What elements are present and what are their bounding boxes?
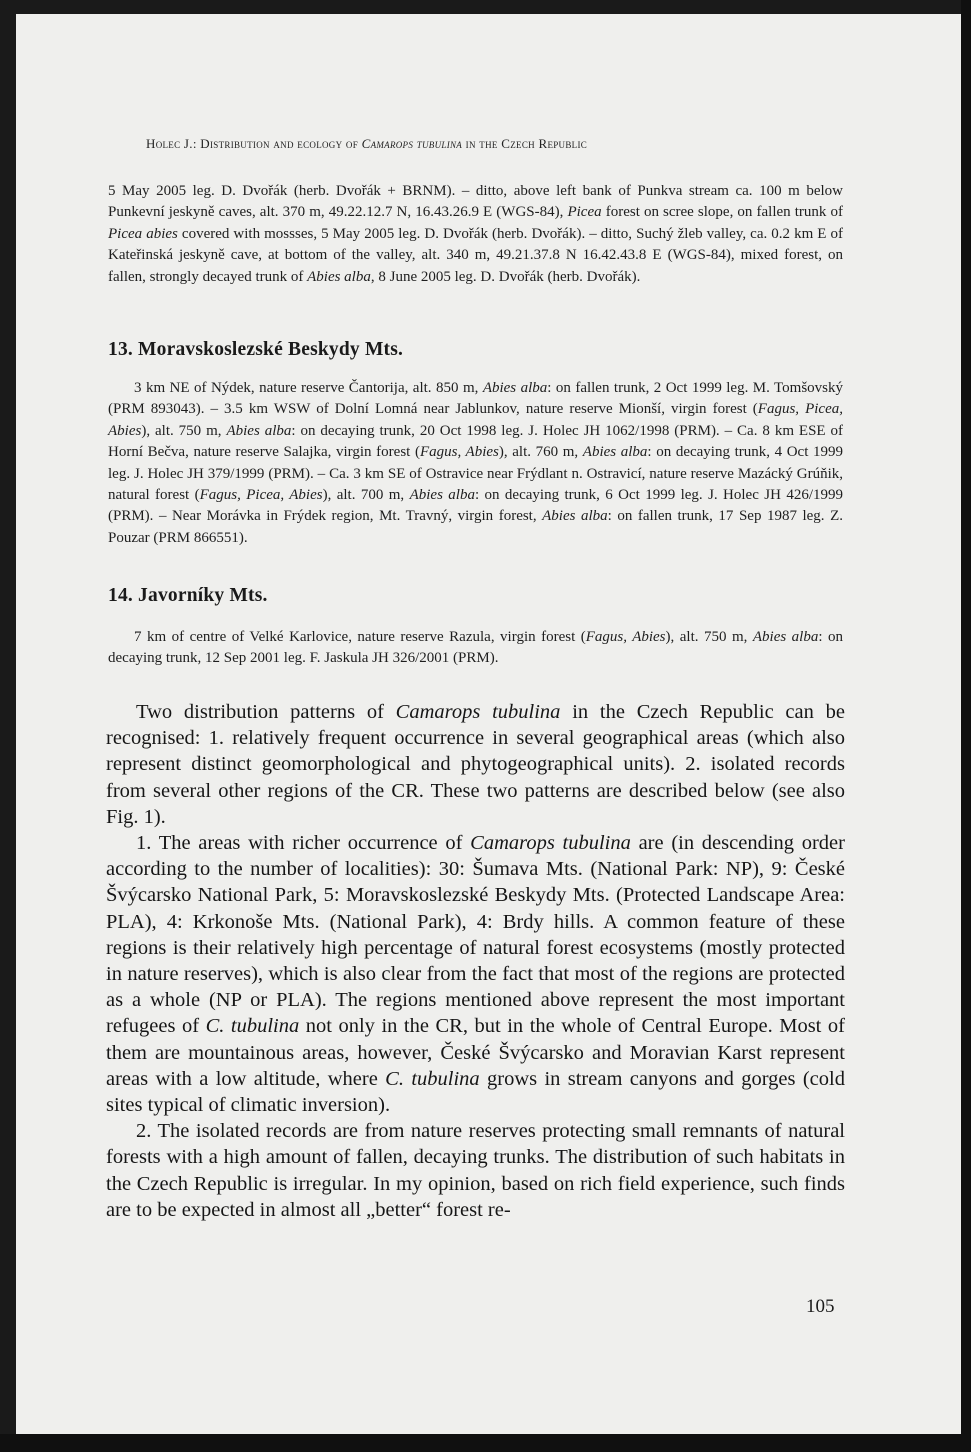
scan-edge-right [961,0,971,1452]
body-paragraph: Two distribution patterns of Camarops tubulina in the Czech Republic can be recognised: 1. relatively frequent occurrence in several geographical areas (which also represent distinct geomorphological and phytogeographical units). 2. isolated records from several other regions of the CR. These two patterns are described below (see also Fig. 1). [106,701,845,828]
section-title-14: 14. Javorníky Mts. [108,585,268,606]
records-continued [108,181,843,288]
record-paragraph: 7 km of centre of Velké Karlovice, nature reserve Razula, virgin forest (Fagus, Abies), alt. 750 m, Abies alba: on decaying trunk, 12 Sep 2001 leg. F. Jaskula JH 326/2001 (PRM). [108,629,844,667]
scan-edge-left [0,0,16,1452]
section-14-records [108,627,843,670]
scan-edge-top [0,0,971,14]
running-header: Holec J.: Distribution and ecology of Camarops tubulina in the Czech Republic [146,136,588,151]
main-text [106,699,845,1223]
scan-edge-bottom [0,1434,971,1452]
page-number: 105 [806,1296,835,1317]
record-paragraph: 5 May 2005 leg. D. Dvořák (herb. Dvořák + BRNM). – ditto, above left bank of Punkva stream ca. 100 m below Punkevní jeskyně caves, alt. 370 m, 49.22.12.7 N, 16.43.26.9 E (WGS-84), Picea forest on scree slope, on fallen trunk of Picea abies covered with mossses, 5 May 2005 leg. D. Dvořák (herb. Dvořák). – ditto, Suchý žleb valley, ca. 0.2 km E of Kateřinská jeskyně cave, at bottom of the valley, alt. 340 m, 49.21.37.8 N 16.42.43.8 E (WGS-84), mixed forest, on fallen, strongly decayed trunk of Abies alba, 8 June 2005 leg. D. Dvořák (herb. Dvořák). [108,183,843,285]
record-paragraph: 3 km NE of Nýdek, nature reserve Čantorija, alt. 850 m, Abies alba: on fallen trunk, 2 Oct 1999 leg. M. Tomšovský (PRM 893043). – 3.5 km WSW of Dolní Lomná near Jablunkov, nature reserve Mionší, virgin forest (Fagus, Picea, Abies), alt. 750 m, Abies alba: on decaying trunk, 20 Oct 1998 leg. J. Holec JH 1062/1998 (PRM). – Ca. 8 km ESE of Horní Bečva, nature reserve Salajka, virgin forest (Fagus, Abies), alt. 760 m, Abies alba: on decaying trunk, 4 Oct 1999 leg. J. Holec JH 379/1999 (PRM). – Ca. 3 km SE of Ostravice near Frýdlant n. Ostravicí, nature reserve Mazácký Grúňik, natural forest (Fagus, Picea, Abies), alt. 700 m, Abies alba: on decaying trunk, 6 Oct 1999 leg. J. Holec JH 426/1999 (PRM). – Near Morávka in Frýdek region, Mt. Travný, virgin forest, Abies alba: on fallen trunk, 17 Sep 1987 leg. Z. Pouzar (PRM 866551). [108,380,844,546]
section-13-records [108,378,843,549]
section-title-13: 13. Moravskoslezské Beskydy Mts. [108,339,404,360]
body-paragraph: 2. The isolated records are from nature reserves protecting small remnants of natural forests with a high amount of fallen, decaying trunks. The distribution of such habitats in the Czech Republic is irregular. In my opinion, based on rich field experience, such finds are to be expected in almost all „better“ forest re- [106,1120,845,1221]
body-paragraph: 1. The areas with richer occurrence of Camarops tubulina are (in descending order according to the number of localities): 30: Šumava Mts. (National Park: NP), 9: České Švýcarsko National Park, 5: Moravskoslezské Beskydy Mts. (Protected Landscape Area: PLA), 4: Krkonoše Mts. (National Park), 4: Brdy hills. A common feature of these regions is their relatively high percentage of natural forest ecosystems (mostly protected in nature reserves), which is also clear from the fact that most of the regions are protected as a whole (NP or PLA). The regions mentioned above represent the most important refugees of C. tubulina not only in the CR, but in the whole of Central Europe. Most of them are mountainous areas, however, České Švýcarsko and Moravian Karst represent areas with a low altitude, where C. tubulina grows in stream canyons and gorges (cold sites typical of climatic inversion). [106,832,845,1117]
